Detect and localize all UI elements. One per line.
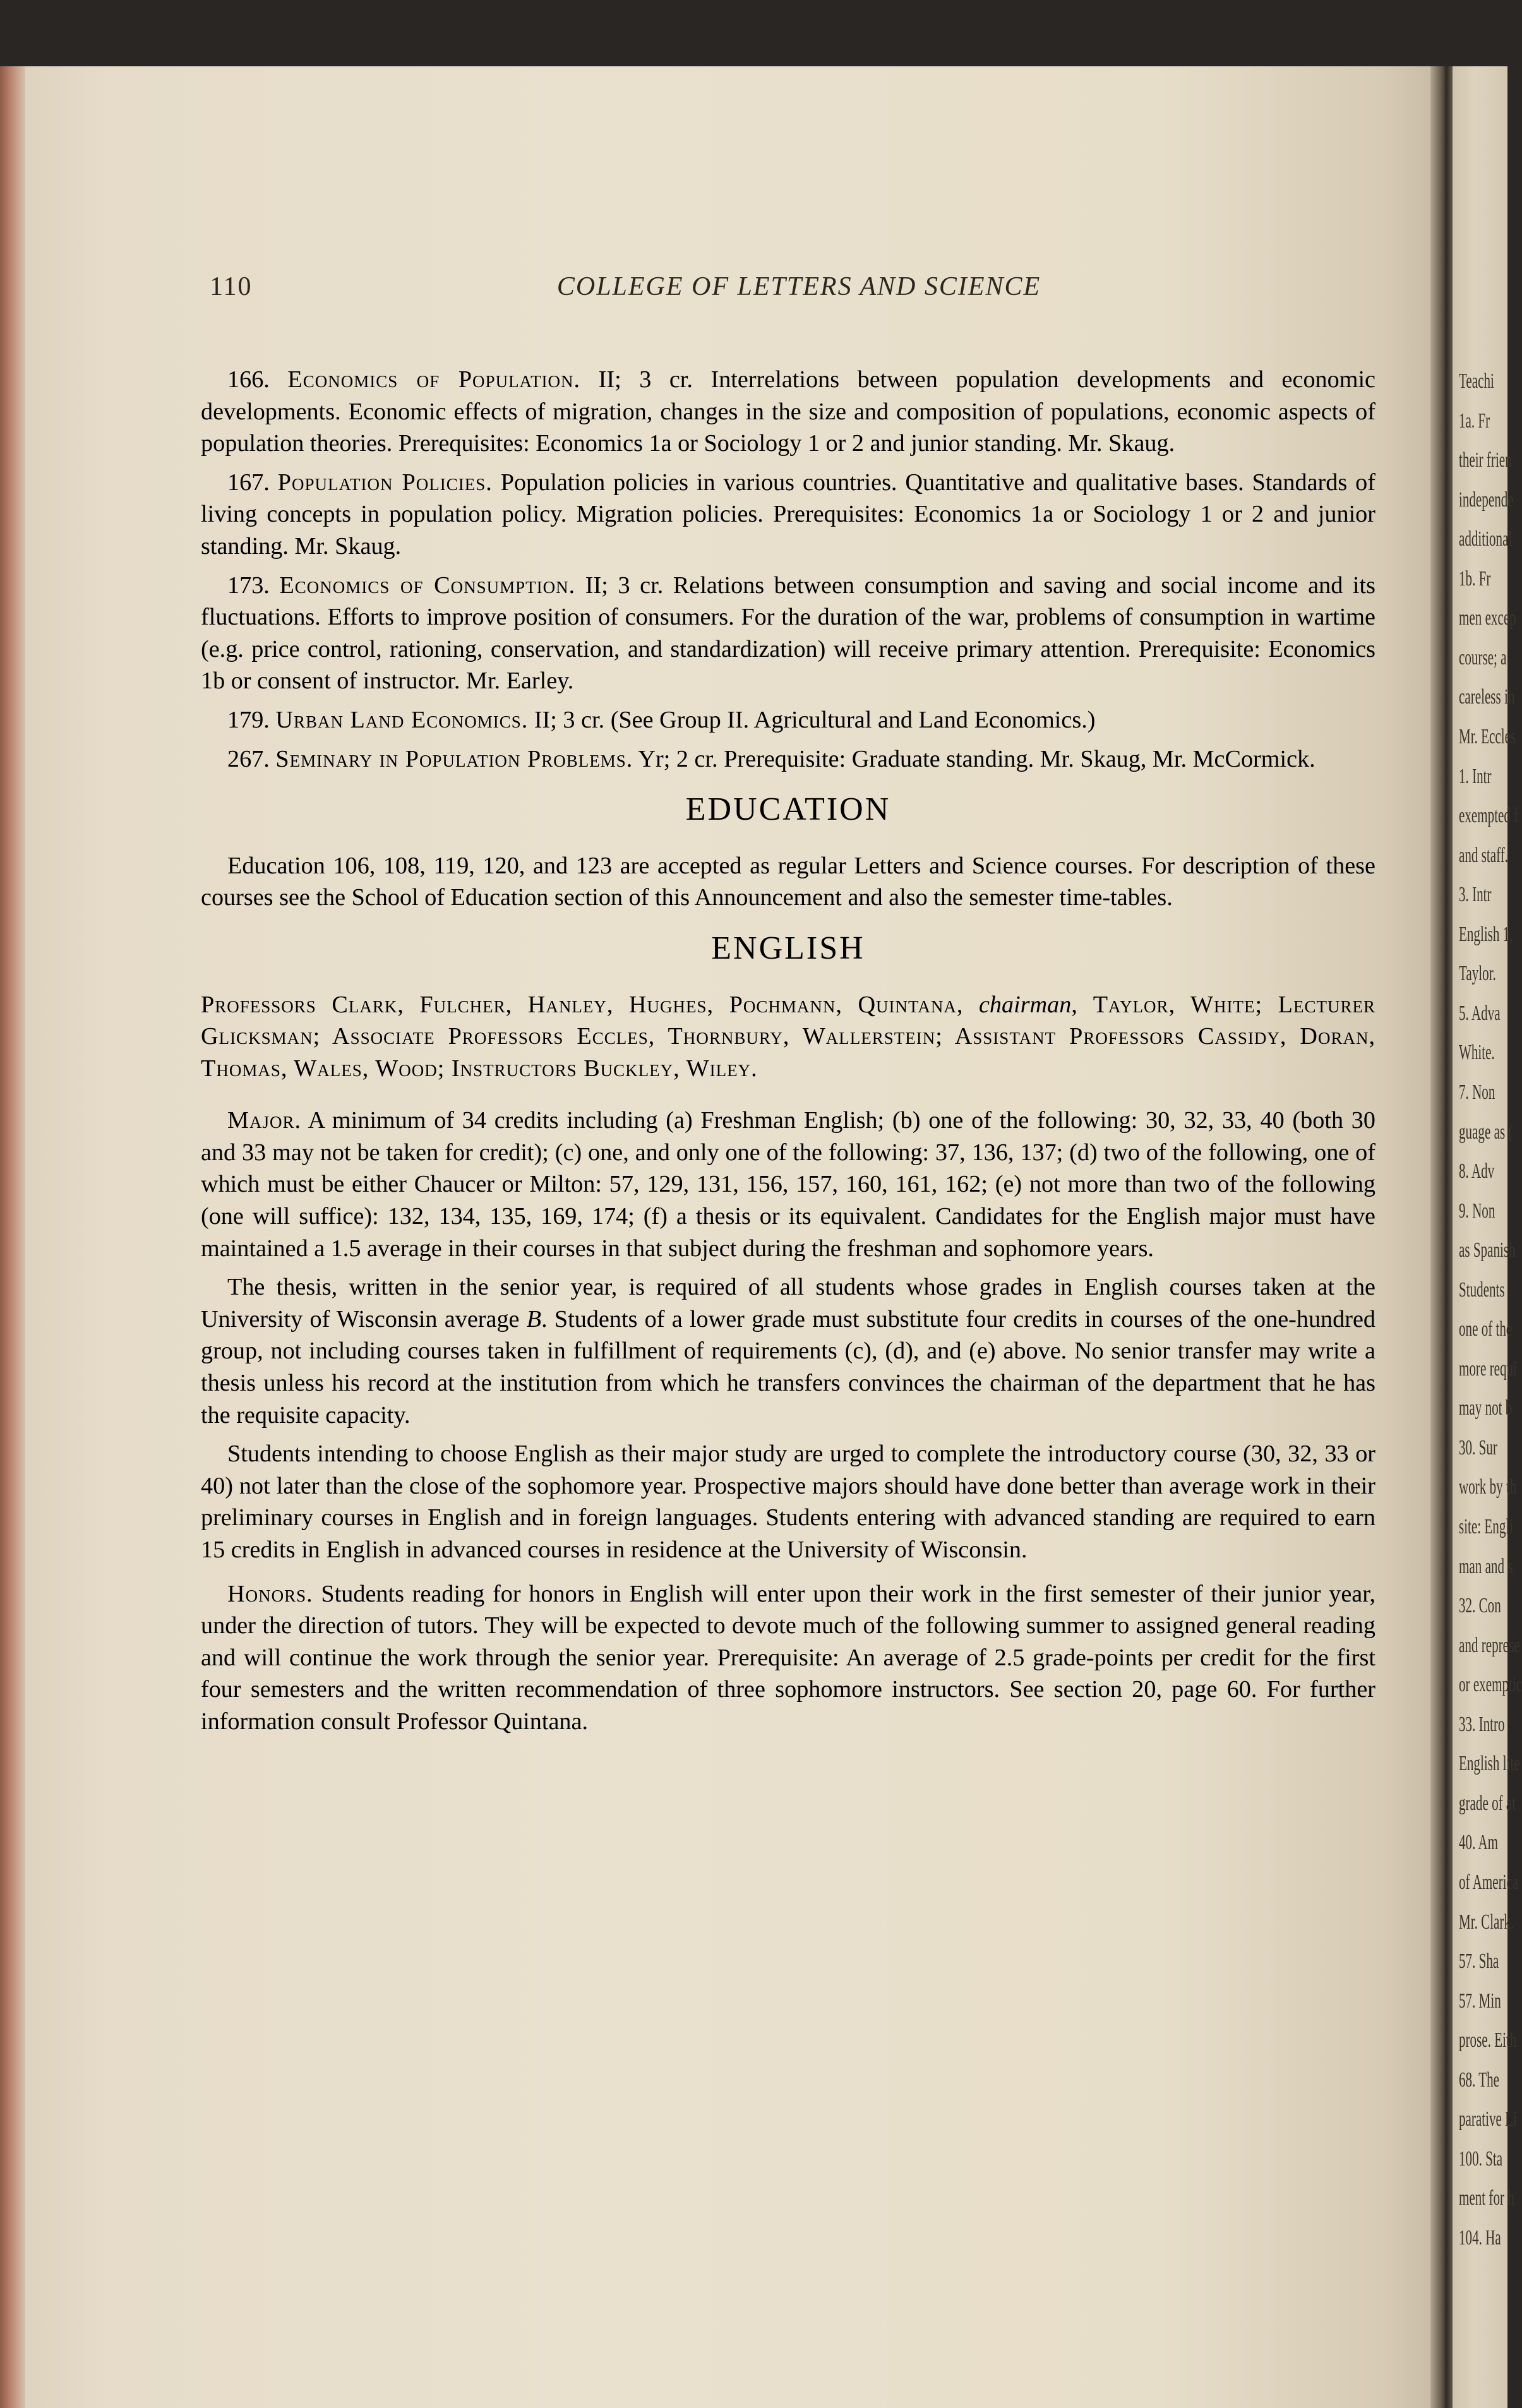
facing-page-fragment: 7. Non bbox=[1459, 1080, 1495, 1104]
facing-page-fragment: White. bbox=[1459, 1041, 1495, 1065]
facing-page-fragment: 32. Con bbox=[1459, 1594, 1501, 1618]
facing-page-fragment: one of the bbox=[1459, 1317, 1513, 1341]
facing-page-fragment: English lite bbox=[1459, 1752, 1520, 1776]
facing-page-fragment: as Spanish bbox=[1459, 1238, 1516, 1262]
major-paragraph: Major. A minimum of 34 credits including (a) Freshman English; (b) one of the following: 30, 32, 33, 40 (both 30 and 33 may not be taken for credit); (c) one, and only one of the following: 37, 136, 137; (d) two of the following, one of which must be either Chaucer or Milton: 57, 129, 131, 156, 157, 160, 161, 162; (e) not more than two of the following (one will suffice): 132, 134, 135, 169, 174; (f) a thesis or its equivalent. Candidates for the English major must have maintained a 1.5 average in their courses in that subject during the freshman and sophomore years. bbox=[201, 1107, 1375, 1262]
facing-page-fragment: Students bbox=[1459, 1278, 1505, 1302]
page-body bbox=[201, 364, 1375, 1745]
facing-page-fragment: their frien bbox=[1459, 448, 1512, 472]
course-entry: 173. Economics of Consumption. II; 3 cr. Relations between consumption and saving and social income and its fluctuations. Efforts to improve position of consumers. For the duration of the war, problems of consumption in wartime (e.g. price control, rationing, conservation, and standardization) will receive primary attention. Prerequisite: Economics 1b or consent of instructor. Mr. Earley. bbox=[201, 572, 1376, 695]
major-label: Major. bbox=[227, 1107, 302, 1134]
course-entry: 267. Seminary in Population Problems. Yr; 2 cr. Prerequisite: Graduate standing. Mr. Skaug, Mr. McCormick. bbox=[227, 745, 1315, 772]
facing-page-fragment: 1. Intr bbox=[1459, 764, 1492, 788]
facing-page-fragment: Mr. Clark. bbox=[1459, 1910, 1514, 1934]
facing-page-fragment: 33. Intro bbox=[1459, 1712, 1505, 1736]
facing-page-fragment: of America bbox=[1459, 1871, 1519, 1895]
facing-page-fragment: 40. Am bbox=[1459, 1831, 1499, 1855]
facing-page-fragment: 1b. Fr bbox=[1459, 566, 1491, 590]
section-heading-english: ENGLISH bbox=[711, 930, 865, 966]
facing-page-fragment: 57. Min bbox=[1459, 1989, 1501, 2013]
course-entry: 167. Population Policies. Population policies in various countries. Quantitative and qualitative bases. Standards of living concepts in population policy. Migration policies. Prerequisites: Economics 1a or Sociology 1 or 2 and junior standing. Mr. Skaug. bbox=[201, 469, 1375, 560]
facing-page-fragment: 9. Non bbox=[1459, 1199, 1495, 1223]
facing-page-fragment: or exemptic bbox=[1459, 1673, 1522, 1697]
facing-page-fragment: careless in bbox=[1459, 685, 1515, 709]
facing-page-fragment: 8. Adv bbox=[1459, 1159, 1495, 1183]
facing-page-fragment: guage as ( bbox=[1459, 1120, 1513, 1144]
facing-page-fragment: 68. The bbox=[1459, 2068, 1500, 2092]
facing-page-fragment: 104. Ha bbox=[1459, 2226, 1501, 2249]
course-entry: 179. Urban Land Economics. II; 3 cr. (See Group II. Agricultural and Land Economics.) bbox=[227, 706, 1096, 733]
course-title: Economics of Consumption. bbox=[279, 572, 576, 599]
running-head: COLLEGE OF LETTERS AND SCIENCE bbox=[556, 272, 1041, 301]
facing-page-fragment: exempted f bbox=[1459, 804, 1519, 828]
facing-page-fragment: and staff. bbox=[1459, 843, 1509, 867]
facing-page-fragment: 57. Sha bbox=[1459, 1950, 1499, 1974]
faculty-list: Professors Clark, Fulcher, Hanley, Hughes, Pochmann, Quintana, chairman, Taylor, White; Lecturer Glicksman; Associate Professors Eccles, Thornbury, Wallerstein; Assistant Professors Cassidy, Doran, Thomas, Wales, Wood; Instructors Buckley, Wiley. bbox=[201, 991, 1375, 1082]
course-title: Population Policies. bbox=[277, 469, 493, 496]
facing-page-fragment: independe bbox=[1459, 488, 1514, 512]
facing-page-fragment: parative Li bbox=[1459, 2107, 1517, 2131]
facing-page-fragment: additional bbox=[1459, 527, 1513, 551]
facing-page-fragment: prose. Eith bbox=[1459, 2028, 1517, 2052]
course-entry: 166. Economics of Population. II; 3 cr. Interrelations between population developments and economic developments. Economic effects of migration, changes in the size and composition of populations, economic aspects of population theories. Prerequisites: Economics 1a or Sociology 1 or 2 and junior standing. Mr. Skaug. bbox=[201, 366, 1376, 457]
education-paragraph: Education 106, 108, 119, 120, and 123 are accepted as regular Letters and Science courses. For description of these courses see the School of Education section of this Announcement and also the semester time-tables. bbox=[201, 852, 1375, 911]
facing-page-fragment: and represe bbox=[1459, 1633, 1520, 1657]
course-title: Economics of Population. bbox=[287, 366, 581, 393]
honors-label: Honors. bbox=[227, 1580, 313, 1607]
facing-page-fragment: 30. Sur bbox=[1459, 1435, 1497, 1459]
facing-page-fragment: English 1, bbox=[1459, 922, 1513, 946]
facing-page-fragment: work by th bbox=[1459, 1475, 1517, 1499]
facing-page-fragment: course; a bbox=[1459, 645, 1507, 669]
facing-page-fragment: Teachi bbox=[1459, 369, 1494, 393]
honors-paragraph: Honors. Students reading for honors in English will enter upon their work in the first semester of their junior year, under the direction of tutors. They will be expected to devote much of the following summer to assigned general reading and will continue the work through the senior year. Prerequisite: An average of 2.5 grade-points per credit for the first four semesters and the written recommendation of three sophomore instructors. See section 20, page 60. For further information consult Professor Quintana. bbox=[201, 1580, 1375, 1735]
facing-page-fragment: may not b bbox=[1459, 1396, 1513, 1420]
section-heading-education: EDUCATION bbox=[685, 791, 891, 828]
page-number: 110 bbox=[210, 272, 253, 301]
facing-page-fragment: grade of at bbox=[1459, 1791, 1516, 1815]
intending-paragraph: Students intending to choose English as their major study are urged to complete the introductory course (30, 32, 33 or 40) not later than the close of the sophomore year. Prospective majors should have done better than average work in their preliminary courses in English and in foreign languages. Students entering with advanced standing are required to earn 15 credits in English in advanced courses in residence at the University of Wisconsin. bbox=[201, 1441, 1375, 1563]
facing-page-fragment: 3. Intr bbox=[1459, 883, 1492, 907]
facing-page-fragment: 100. Sta bbox=[1459, 2147, 1503, 2171]
facing-page-fragment: ment for h bbox=[1459, 2186, 1514, 2210]
facing-page-fragment: men excep bbox=[1459, 606, 1516, 630]
facing-page-fragment: 1a. Fr bbox=[1459, 409, 1490, 433]
page-header bbox=[25, 272, 1440, 307]
facing-page-edge bbox=[1453, 66, 1522, 2408]
facing-page-fragment: Taylor. bbox=[1459, 962, 1496, 986]
facing-page-fragment: site: Engli bbox=[1459, 1515, 1514, 1539]
thesis-paragraph: The thesis, written in the senior year, is required of all students whose grades in English courses taken at the University of Wisconsin average B. Students of a lower grade must substitute four credits in courses of the one-hundred group, not including courses taken in fulfillment of requirements (c), (d), and (e) above. No senior transfer may write a thesis unless his record at the institution from which he transfers convinces the chairman of the department that he has the requisite capacity. bbox=[201, 1274, 1375, 1429]
facing-page-fragment: man and s bbox=[1459, 1554, 1513, 1578]
course-title: Urban Land Economics. bbox=[275, 706, 529, 733]
facing-page-fragment: 5. Adva bbox=[1459, 1001, 1501, 1025]
course-title: Seminary in Population Problems. bbox=[275, 745, 633, 772]
facing-page-fragment: more requi bbox=[1459, 1357, 1517, 1381]
facing-page-fragment: Mr. Eccles bbox=[1459, 724, 1516, 748]
